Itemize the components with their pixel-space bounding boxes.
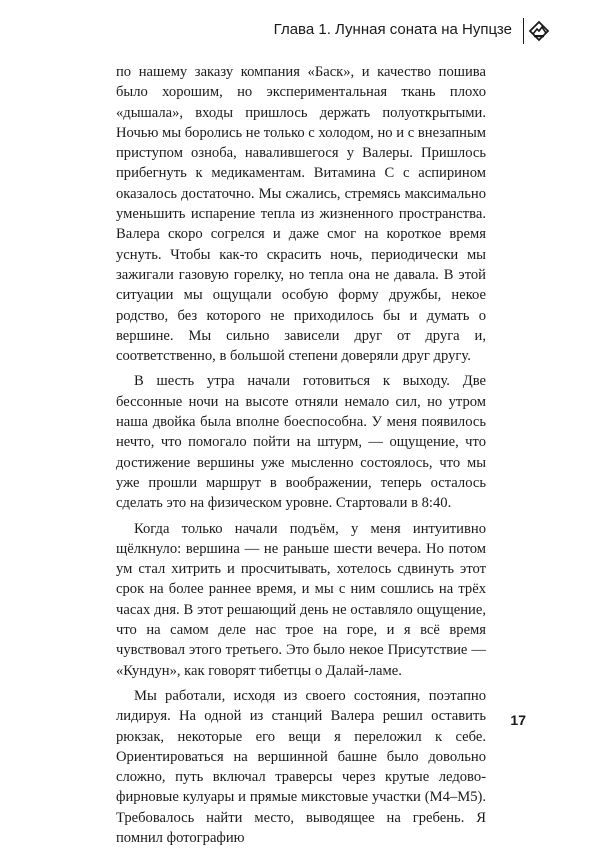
- paragraph: В шесть утра начали готовиться к выходу. Две бессонные ночи на высоте отняли немало сил, но утром наша двойка была вполне боеспособна. У меня появилось нечто, что помогало пойти на штурм, — ощущение, что достижение вершины уже мысленно состоялось, что мы уже прошли маршрут в воображении, теперь осталось сделать это на физическом уровне. Стартовали в 8:40.: [116, 373, 486, 512]
- chapter-title: Глава 1. Лунная соната на Нупцзе: [273, 21, 512, 38]
- header-divider: [523, 18, 525, 44]
- paragraph: Когда только начали подъём, у меня интуитивно щёлкнуло: вершина — не раньше шести вечера. Но потом ум стал хитрить и просчитывать, хотелось сдвинуть этот срок на более раннее время, и мы с ним сошлись на трёх часах дня. В этот решающий день не оставляло ощущение, что на самом деле нас трое на горе, и я всё время чувствовал этого третьего. Это было некое Присутствие — «Кундун», как говорят тибетцы о Далай-ламе.: [116, 520, 486, 679]
- paragraph: по нашему заказу компания «Баск», и качество пошива было хорошим, но экспериментальная ткань плохо «дышала», входы пришлось держать полуоткрытыми. Ночью мы боролись не только с холодом, но и с внезапным приступом озноба, навалившегося у Валеры. Пришлось прибегнуть к медикаментам. Витамина С с аспирином оказалось достаточно. Мы сжались, стремясь максимально уменьшить испарение тепла из жизненного пространства. Валера скоро согрелся и даже смог на короткое время уснуть. Чтобы как-то скрасить ночь, периодически мы зажигали газовую горелку, но тепла она не давала. В этой ситуации мы ощущали особую форму дружбы, некое родство, без которого не приходилось бы и думать о вершине. Мы сильно зависели друг от друга и, соответственно, в большой степени доверяли друг другу.: [116, 64, 486, 365]
- mountain-emblem-icon: [528, 20, 550, 42]
- main-text: [116, 62, 486, 848]
- paragraph: Мы работали, исходя из своего состояния, поэтапно лидируя. На одной из станций Валера решил оставить рюкзак, некоторые его вещи я переложил к себе. Ориентироваться на вершинной башне было довольно сложно, путь включал траверсы через крутые ледово-фирновые кулуары и прямые микстовые участки (М4–М5). Требовалось найти место, выводящее на гребень. Я помнил фотографию: [116, 687, 486, 846]
- running-header: [0, 18, 600, 50]
- page-number: 17: [510, 712, 526, 728]
